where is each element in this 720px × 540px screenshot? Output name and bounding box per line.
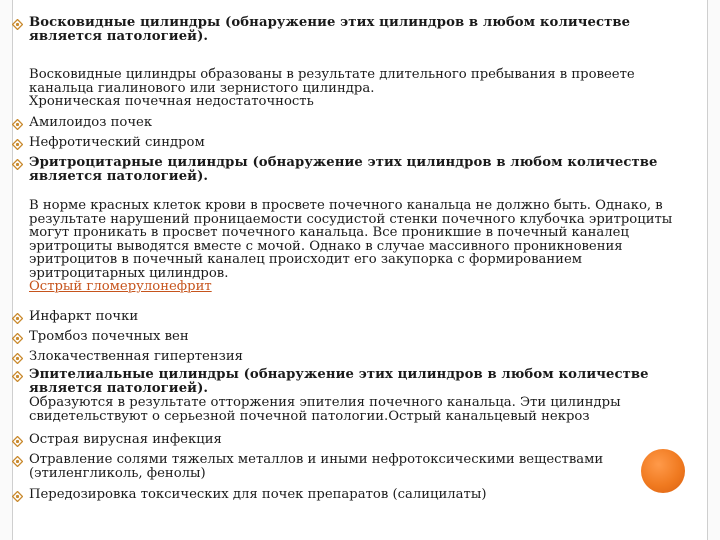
list-item-text: Злокачественная гипертензия <box>29 349 243 364</box>
list-item-text: Восковидные цилиндры (обнаружение этих цилиндров в любом количестве является патологией). <box>29 15 631 44</box>
slide-frame-right <box>707 0 720 540</box>
list-item-text: Эритроцитарные цилиндры (обнаружение этих цилиндров в любом количестве является патологией). <box>29 155 658 184</box>
diamond-bullet-icon <box>12 139 23 150</box>
paragraph-line: эритроцитарных цилиндров. <box>29 265 229 281</box>
slide-content <box>12 0 696 540</box>
paragraph-line: результате нарушений проницаемости сосудистой стенки почечного клубочка эритроциты <box>29 211 673 227</box>
accent-circle <box>641 449 685 493</box>
glomerulonephritis-link[interactable]: Острый гломерулонефрит <box>29 279 212 294</box>
paragraph-line: эритроциты выводятся вместе с мочой. Однако в случае массивного проникновения <box>29 238 623 254</box>
diamond-bullet-icon <box>12 119 23 130</box>
diamond-bullet-icon <box>12 491 23 502</box>
diamond-bullet-icon <box>12 456 23 467</box>
paragraph-line: В норме красных клеток крови в просвете почечного канальца не должно быть. Однако, в <box>29 198 663 213</box>
list-item-text: Тромбоз почечных вен <box>29 329 189 344</box>
paragraph-line: свидетельствуют о серьезной почечной патологии.Острый канальцевый некроз <box>29 409 590 424</box>
paragraph-line: Хроническая почечная недостаточность <box>29 94 314 109</box>
diamond-bullet-icon <box>12 333 23 344</box>
paragraph-line: эритроцитов в почечный каналец происходит его закупорка с формированием <box>29 252 583 267</box>
description-paragraph <box>29 68 674 109</box>
diamond-bullet-icon <box>12 313 23 324</box>
list-item-text: Инфаркт почки <box>29 309 139 324</box>
diamond-bullet-icon <box>12 353 23 364</box>
diamond-bullet-icon <box>12 19 23 30</box>
diamond-bullet-icon <box>12 371 23 382</box>
list-item-text: Передозировка токсических для почек препаратов (салицилаты) <box>29 487 487 502</box>
list-item-text: Острая вирусная инфекция <box>29 432 222 447</box>
list-item-text: Отравление солями тяжелых металлов и иными нефротоксическими веществами (этиленгликоль, фенолы) <box>29 452 604 481</box>
paragraph-line: могут проникать в просвет почечного канальца. Все проникшие в почечный каналец <box>29 225 629 240</box>
list-item-text: Нефротический синдром <box>29 135 205 150</box>
paragraph-line: канальца гиалинового или зернистого цилиндра. <box>29 80 375 96</box>
diamond-bullet-icon <box>12 436 23 447</box>
list-item-text: Амилоидоз почек <box>29 115 153 130</box>
paragraph-line: Образуются в результате отторжения эпителия почечного канальца. Эти цилиндры <box>29 395 621 410</box>
description-paragraph <box>29 199 674 294</box>
diamond-bullet-icon <box>12 159 23 170</box>
paragraph-line: Восковидные цилиндры образованы в результате длительного пребывания в провеете <box>29 67 635 82</box>
list-item-text: Эпителиальные цилиндры (обнаружение этих цилиндров в любом количестве является патологией). <box>29 367 649 396</box>
